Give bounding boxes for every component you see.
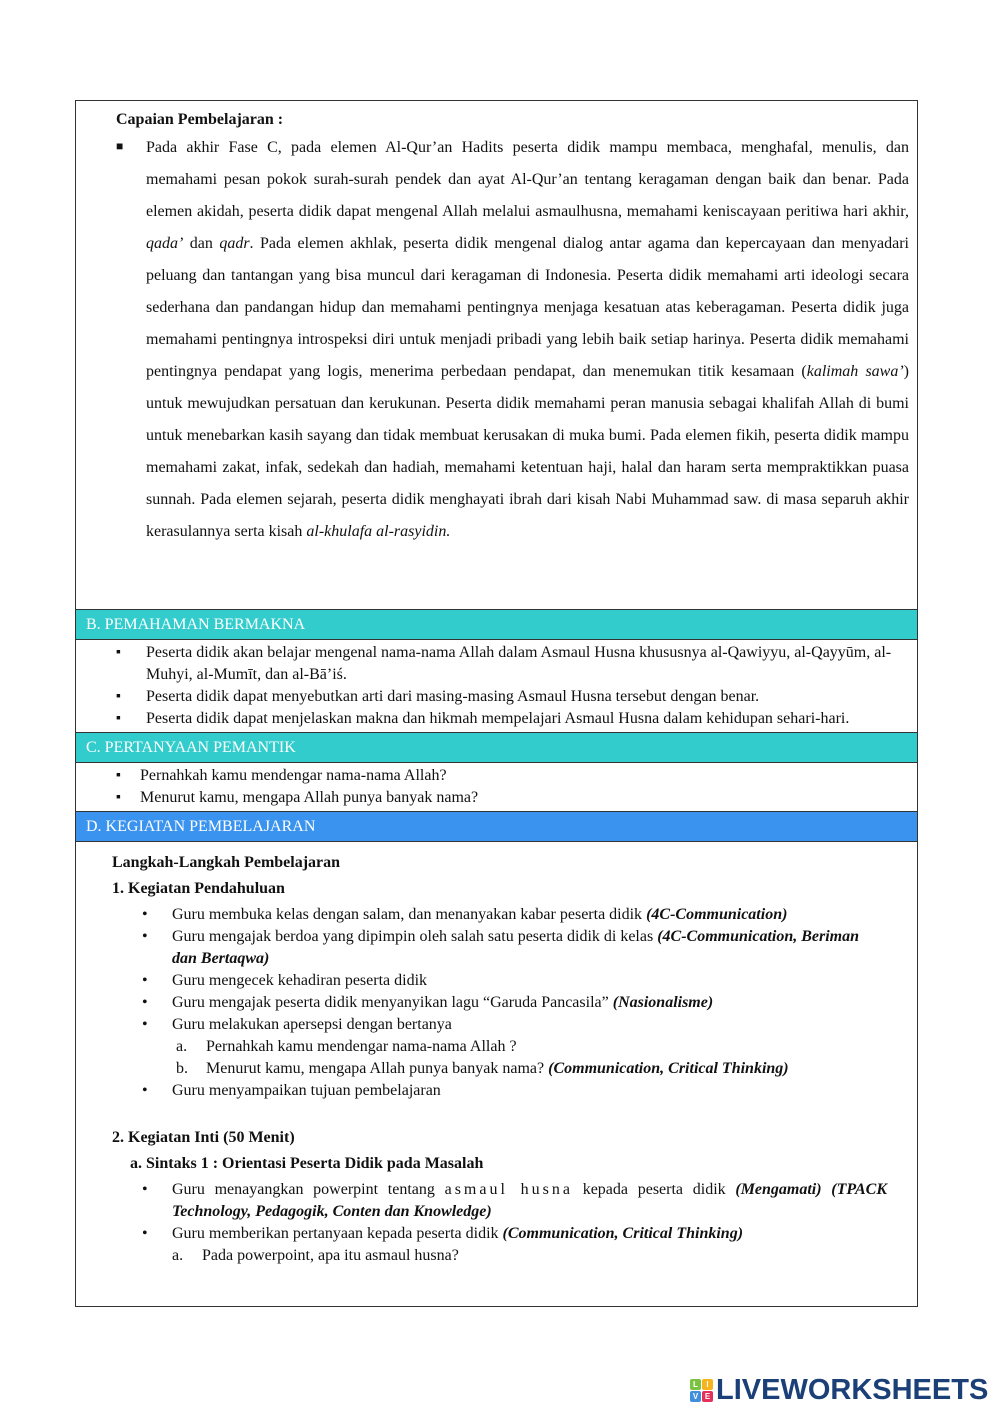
text-segment: dan [183, 235, 220, 252]
logo-text: LIVEWORKSHEETS [716, 1374, 989, 1406]
section-c-header: C. PERTANYAAN PEMANTIK [76, 732, 917, 763]
item-text: Guru mengecek kehadiran peserta didik [172, 972, 428, 989]
lesson-table [75, 100, 918, 1307]
list-item [112, 1080, 887, 1102]
item-tag: (Communication, Critical Thinking) [548, 1060, 789, 1077]
list-item [112, 1014, 887, 1036]
capaian-paragraph [146, 132, 909, 548]
sintaks-title: a. Sintaks 1 : Orientasi Peserta Didik pada Masalah [130, 1155, 484, 1172]
list-item: ▪ Peserta didik akan belajar mengenal nama-nama Allah dalam Asmaul Husna khususnya al-Qawiyyu, al-Qayyūm, al-Muhyi, al-Mumīt, dan al-Bā’iś. [116, 642, 897, 686]
capaian-title: Capaian Pembelajaran : [116, 111, 284, 128]
liveworksheets-logo [690, 1374, 988, 1407]
tile: V [690, 1391, 701, 1402]
section-b-header: B. PEMAHAMAN BERMAKNA [76, 609, 917, 640]
live-tiles-icon [690, 1379, 713, 1402]
list-item [112, 970, 887, 992]
item-tag: (Communication, Critical Thinking) [502, 1225, 744, 1242]
item-text: Guru menayangkan powerpint tentang [172, 1181, 445, 1198]
item-text: Guru mengajak berdoa yang dipimpin oleh salah satu peserta didik di kelas [172, 928, 658, 945]
section-b-list [76, 640, 917, 732]
list-item: ▪ Pernahkah kamu mendengar nama-nama Allah? [116, 765, 897, 787]
list-item: ▪ Peserta didik dapat menyebutkan arti dari masing-masing Asmaul Husna tersebut dengan benar. [116, 686, 897, 708]
text-segment: qadr [219, 235, 250, 252]
list-item [112, 992, 887, 1014]
sub-label: b. [176, 1060, 188, 1077]
section-d-body [76, 842, 917, 1267]
list-item [112, 1179, 887, 1223]
list-item [112, 904, 887, 926]
item-text: Menurut kamu, mengapa Allah punya banyak nama? [206, 1060, 549, 1077]
item-text: Guru melakukan apersepsi dengan bertanya [172, 1016, 452, 1033]
item-text: Guru menyampaikan tujuan pembelajaran [172, 1082, 441, 1099]
item-text: Pada powerpoint, apa itu asmaul husna? [202, 1247, 459, 1264]
text-segment: . Pada elemen akhlak, peserta didik mengenal dialog antar agama dan kepercayaan dan menyadari peluang dan tantangan yang bisa muncul dari keragaman di Indonesia. Peserta didik memahami arti ideologi secara sederhana dan pandangan hidup dan memahami pentingnya menjaga kesatuan atas keberagaman. Peserta didik juga memahami pentingnya introspeksi diri untuk menjadi pribadi yang lebih baik setiap harinya. Peserta didik memahami pentingnya pendapat yang logis, menerima perbedaan pendapat, dan menemukan titik kesamaan ( [146, 235, 909, 380]
item-text: asmaul husna [444, 1181, 573, 1198]
sub-item [112, 1058, 887, 1080]
tile: E [702, 1391, 713, 1402]
pendahuluan-title: 1. Kegiatan Pendahuluan [112, 880, 285, 897]
text-segment: qada’ [146, 235, 184, 252]
tile: I [702, 1379, 713, 1390]
text-segment: ) untuk mewujudkan persatuan dan kerukunan. Peserta didik memahami peran manusia sebagai khalifah Allah di bumi untuk menebarkan kasih sayang dan tidak membuat kerusakan di muka bumi. Pada elemen fikih, peserta didik mampu memahami zakat, infak, sedekah dan hadiah, memahami ketentuan haji, halal dan haram serta mempraktikkan puasa sunnah. Pada elemen sejarah, peserta didik menghayati ibrah dari kisah Nabi Muhammad saw. di masa separuh akhir kerasulannya serta kisah [146, 363, 909, 540]
section-c-list [76, 763, 917, 811]
list-item [112, 926, 887, 970]
item-tag: (Nasionalisme) [612, 994, 714, 1011]
list-item [112, 1223, 887, 1245]
sub-label: a. [172, 1247, 184, 1264]
inti-title: 2. Kegiatan Inti (50 Menit) [112, 1129, 295, 1146]
tile: L [690, 1379, 701, 1390]
text-segment: Pada akhir Fase C, pada elemen Al-Qur’an Hadits peserta didik mampu membaca, menghafal, menulis, dan memahami pesan pokok surah-surah pendek dan ayat Al-Qur’an tentang keragaman dengan baik dan benar. Pada elemen akidah, peserta didik dapat mengenal Allah melalui asmaulhusna, memahami keniscayaan peritiwa hari akhir, [146, 139, 909, 220]
item-text: Pernahkah kamu mendengar nama-nama Allah ? [206, 1038, 517, 1055]
capaian-section [76, 101, 917, 609]
sub-item [112, 1036, 887, 1058]
text-segment: kalimah sawa’ [806, 363, 904, 380]
section-d-header: D. KEGIATAN PEMBELAJARAN [76, 811, 917, 842]
item-text: Guru mengajak peserta didik menyanyikan lagu “Garuda Pancasila” [172, 994, 613, 1011]
item-tag: (4C-Communication, Beriman dan Bertaqwa) [172, 928, 860, 967]
list-item: ▪ Peserta didik dapat menjelaskan makna dan hikmah mempelajari Asmaul Husna dalam kehidupan sehari-hari. [116, 708, 897, 730]
item-tag: (Mengamati) (TPACK Technology, Pedagogik, Conten dan Knowledge) [172, 1181, 888, 1220]
text-segment: al-khulafa al-rasyidin. [306, 523, 451, 540]
item-text: Guru membuka kelas dengan salam, dan menanyakan kabar peserta didik [172, 906, 647, 923]
item-text: Guru memberikan pertanyaan kepada peserta didik [172, 1225, 503, 1242]
langkah-title: Langkah-Langkah Pembelajaran [112, 854, 341, 871]
bullet-icon: ■ [116, 139, 124, 153]
sub-item [112, 1245, 887, 1267]
list-item: ▪ Menurut kamu, mengapa Allah punya banyak nama? [116, 787, 897, 809]
item-tag: (4C-Communication) [646, 906, 788, 923]
item-text: kepada peserta didik [572, 1181, 736, 1198]
sub-label: a. [176, 1038, 188, 1055]
